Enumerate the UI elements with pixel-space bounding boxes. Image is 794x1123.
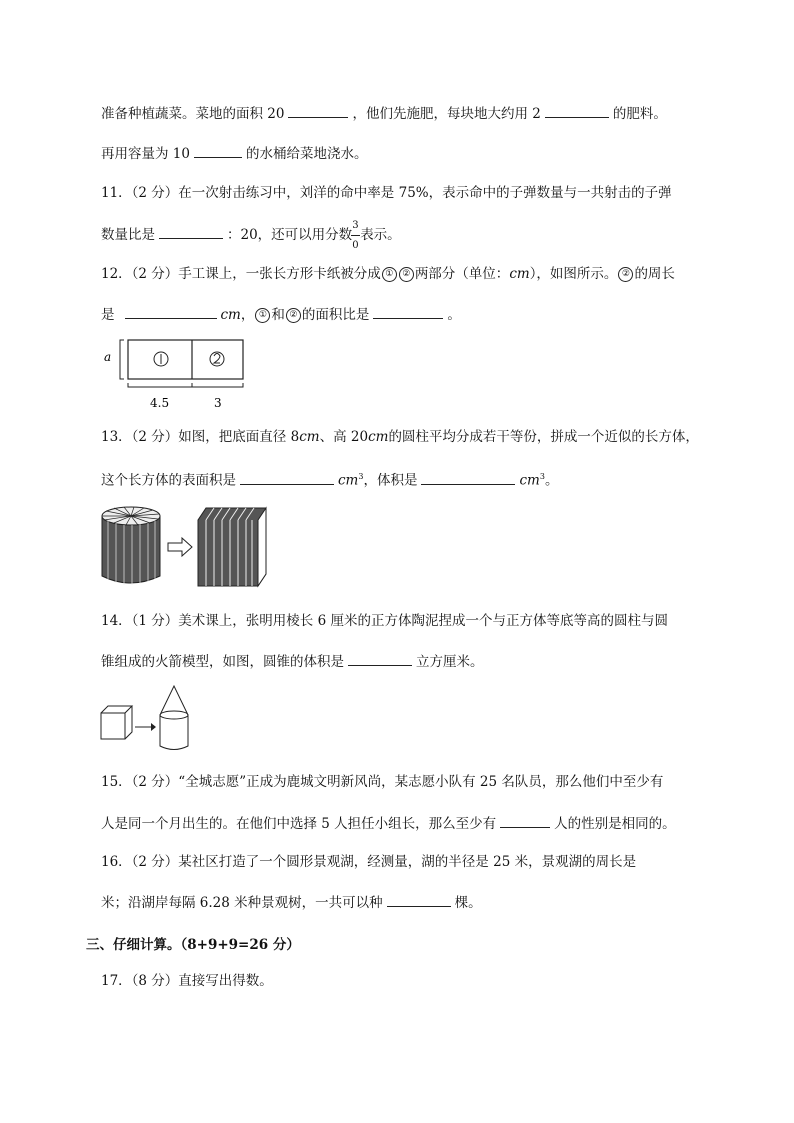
text: 的肥料。 xyxy=(612,106,667,122)
text: 表示。 xyxy=(360,227,401,243)
cube-to-rocket-figure xyxy=(98,683,198,753)
answer-blank[interactable] xyxy=(421,470,515,485)
arrow-right-icon xyxy=(168,538,192,556)
q14-line1: 14．（1 分）美术课上，张明用棱长 6 厘米的正方体陶泥捏成一个与正方体等底等高的圆柱与圆 xyxy=(101,613,668,629)
superscript: 3 xyxy=(358,472,364,481)
text: 。 xyxy=(447,307,461,323)
q17-line: 17．（8 分）直接写出得数。 xyxy=(101,973,273,989)
text: 锥组成的火箭模型，如图，圆锥的体积是 xyxy=(101,654,344,670)
answer-blank[interactable] xyxy=(500,813,550,828)
fraction-bar xyxy=(351,235,360,236)
text: ），如图所示。 xyxy=(529,266,618,282)
circle-two-label: ② xyxy=(618,267,633,282)
label-4-5: 4.5 xyxy=(150,396,170,410)
q13-line1 xyxy=(101,428,699,446)
fraction xyxy=(352,219,360,251)
text: 。 xyxy=(544,472,559,489)
q16-line1: 16．（2 分）某社区打造了一个圆形景观湖，经测量，湖的半径是 25 米，景观湖的周长是 xyxy=(101,854,637,870)
bottom-dimension xyxy=(128,383,243,387)
answer-blank[interactable] xyxy=(545,103,609,118)
text: 棵。 xyxy=(454,895,482,911)
q13-line2 xyxy=(101,468,558,490)
unit: cm xyxy=(338,472,359,489)
unit: cm xyxy=(220,307,241,323)
q11-line1: 11．（2 分）在一次射击练习中，刘洋的命中率是 75%，表示命中的子弹数量与一共射击的子弹 xyxy=(101,185,672,201)
text: 13．（2 分）如图，把底面直径 8 xyxy=(101,429,300,445)
circle-two-label: ② xyxy=(399,267,414,282)
cylinder-to-cuboid-figure xyxy=(98,500,278,592)
unit: cm xyxy=(519,472,540,489)
q12-line2 xyxy=(101,304,461,324)
text: 人的性别是相同的。 xyxy=(554,816,676,832)
answer-blank[interactable] xyxy=(348,651,412,666)
text: 准备种植蔬菜。菜地的面积 20 xyxy=(101,106,285,122)
q12-line1 xyxy=(101,265,675,283)
cuboid-icon xyxy=(198,508,266,586)
rectangle-figure xyxy=(100,335,250,413)
text: 再用容量为 10 xyxy=(101,146,190,162)
fraction-denominator: 0 xyxy=(352,239,359,251)
bracket-a xyxy=(120,340,124,379)
circle-one-label: ① xyxy=(255,308,270,323)
text: 的水桶给菜地浇水。 xyxy=(245,146,368,162)
text: ，他们先施肥，每块地大约用 2 xyxy=(352,106,541,122)
text: 立方厘米。 xyxy=(416,654,484,670)
section-heading: 三、仔细计算。（8+9+9=26 分） xyxy=(86,937,300,953)
region-two-digit xyxy=(214,354,220,364)
text: 的圆柱平均分成若干等份，拼成一个近似的长方体， xyxy=(388,429,699,445)
answer-blank[interactable] xyxy=(125,304,217,319)
superscript: 3 xyxy=(539,472,545,481)
text: 的面积比是 xyxy=(301,307,370,323)
q11-line2 xyxy=(101,219,401,251)
text: ， xyxy=(240,307,255,323)
label-a: a xyxy=(104,350,112,364)
q16-line2 xyxy=(101,892,482,912)
answer-blank[interactable] xyxy=(159,224,223,239)
q15-line2 xyxy=(101,813,676,833)
arrow-right-icon xyxy=(135,723,156,731)
q15-line1: 15．（2 分）“全城志愿”正成为鹿城文明新风尚，某志愿小队有 25 名队员，那么他们中至少有 xyxy=(101,774,664,790)
q14-line2 xyxy=(101,651,484,671)
text: ，体积是 xyxy=(363,472,418,489)
unit: cm xyxy=(368,429,389,445)
text: 的周长 xyxy=(634,266,675,282)
text: 这个长方体的表面积是 xyxy=(101,472,236,489)
text: 12．（2 分）手工课上，一张长方形卡纸被分成 xyxy=(101,266,381,282)
fraction-numerator: 3 xyxy=(352,219,359,231)
text: 米；沿湖岸每隔 6.28 米种景观树，一共可以种 xyxy=(101,895,383,911)
circle-two-label: ② xyxy=(286,308,301,323)
label-3: 3 xyxy=(214,396,222,410)
cylinder-icon xyxy=(102,507,160,585)
text: 和 xyxy=(271,307,285,323)
rocket-icon xyxy=(160,686,188,750)
text: 两部分（单位： xyxy=(414,266,510,282)
text: 是 xyxy=(101,307,115,323)
cube-icon xyxy=(101,706,132,739)
unit: cm xyxy=(509,266,530,282)
text: 数量比是 xyxy=(101,227,155,243)
card-rect xyxy=(128,340,243,379)
answer-blank[interactable] xyxy=(387,892,451,907)
answer-blank[interactable] xyxy=(194,143,242,158)
answer-blank[interactable] xyxy=(240,470,334,485)
answer-blank[interactable] xyxy=(373,304,443,319)
answer-blank[interactable] xyxy=(288,103,348,118)
circle-one-label: ① xyxy=(382,267,397,282)
unit: cm xyxy=(299,429,320,445)
text: 、高 20 xyxy=(319,429,369,445)
text: ：20，还可以用分数 xyxy=(227,227,353,243)
region-two-marker xyxy=(210,352,224,366)
q10-line1 xyxy=(101,103,667,123)
q10-line2 xyxy=(101,143,367,163)
text: 人是同一个月出生的。在他们中选择 5 人担任小组长，那么至少有 xyxy=(101,816,497,832)
